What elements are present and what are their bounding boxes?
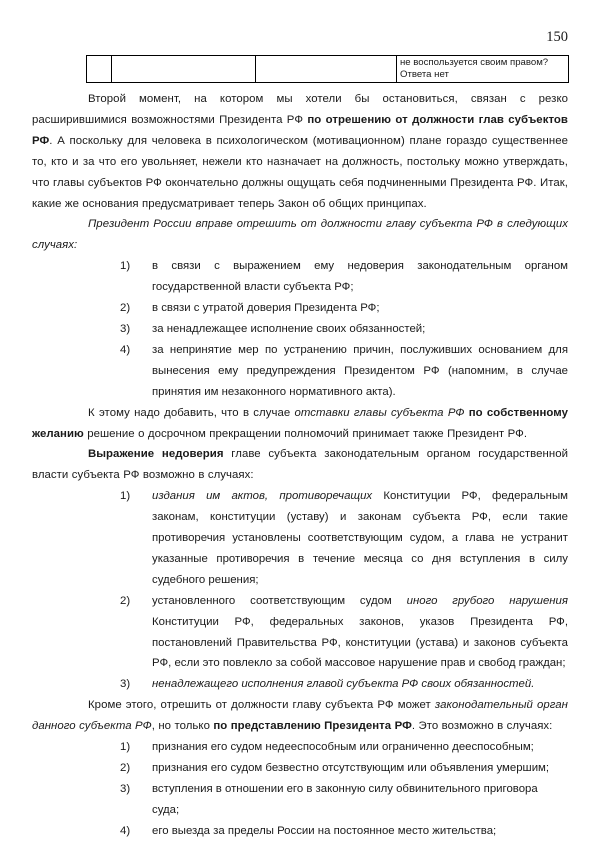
- list-item-text: за непринятие мер по устранению причин, послуживших основанием для вынесения ему предупреждения Президентом РФ (напомним, в случае принятия им незаконного нормативного акта).: [152, 343, 568, 398]
- paragraph-no-confidence: [32, 444, 568, 486]
- list-marker: 2): [120, 594, 131, 607]
- list-item-italic: ненадлежащего исполнения главой субъекта РФ своих обязанностей.: [152, 678, 535, 691]
- list-item: [120, 758, 568, 779]
- list-item-text: в связи с выражением ему недоверия законодательным органом государственной власти субъекта РФ;: [152, 260, 568, 294]
- list-item: [120, 298, 568, 319]
- page-number: 150: [546, 29, 568, 45]
- paragraph-president-right: [32, 214, 568, 256]
- list-item-italic: издания им актов, противоречащих: [152, 490, 373, 503]
- list-legislative-grounds: [32, 737, 568, 842]
- list-marker: 2): [120, 762, 131, 774]
- list-item: [120, 737, 568, 758]
- list-marker: 1): [120, 490, 131, 503]
- list-item-text: вступления в отношении его в законную силу обвинительного приговора суда;: [152, 782, 538, 816]
- para1-text-1: Второй момент, на котором мы хотели бы остановиться, связан с резко расширившимися возможностями Президента РФ: [32, 93, 568, 126]
- list-no-confidence-cases: [32, 486, 568, 695]
- para5-text-1: Кроме этого, отрешить от должности главу субъекта РФ может: [88, 699, 435, 712]
- para2-text-1: Президент России вправе отрешить от должности главу субъекта РФ в следующих случаях:: [32, 218, 568, 252]
- para1-bold-1: по отрешению от должности глав субъектов РФ: [32, 113, 568, 147]
- list-marker: 1): [120, 260, 131, 273]
- list-marker: 2): [120, 302, 131, 315]
- list-item-text: признания его судом недееспособным или ограниченно дееспособным;: [152, 741, 534, 754]
- para4-bold-1: Выражение недоверия: [88, 448, 224, 461]
- list-item-text: за ненадлежащее исполнение своих обязанностей;: [152, 322, 426, 335]
- list-item: [120, 674, 568, 695]
- continued-table-wrapper: [86, 55, 568, 83]
- list-item-text: Конституции РФ, федеральным законам, конституции (уставу) и законам субъекта РФ, если такие противоречия установлены соответствующим судом, а глава не устранит указанные противоречия в течение месяца со дня вступления в силу судебного решения;: [152, 490, 568, 586]
- table-cell-col1: [87, 56, 112, 83]
- para3-text-3: решение о досрочном прекращении полномочий принимает также Президент РФ.: [83, 427, 528, 440]
- list-item-text: в связи с утратой доверия Президента РФ;: [152, 302, 380, 315]
- para5-text-3: . Это возможно в случаях:: [411, 720, 553, 733]
- list-item: [120, 821, 568, 842]
- list-item-text-lead: установленного соответствующим судом: [152, 594, 407, 607]
- list-item: [120, 256, 568, 298]
- para1-text-2: . А поскольку для человека в психологическом (мотивационном) плане гораздо существеннее то, кто и за что его увольняет, нежели кто назначает на должность, постольку можно утверждать, что главы субъектов РФ окончательно должны ощущать себя подчиненными Президента РФ. Итак, какие же основания предусматривает теперь Закон об общих принципах.: [32, 134, 568, 210]
- list-marker: 3): [120, 322, 131, 335]
- table-row: [87, 56, 569, 83]
- para5-italic-1: законодательный орган данного субъекта РФ: [32, 699, 568, 733]
- para4-text-1: главе субъекта законодательным органом государственной власти субъекта РФ возможно в случаях:: [32, 448, 568, 482]
- page-content: [32, 89, 568, 842]
- list-item-text: его выезда за пределы России на постоянное место жительства;: [152, 824, 497, 837]
- list-item: [120, 319, 568, 340]
- para3-italic-1: отставки главы субъекта РФ: [294, 406, 465, 419]
- para5-text-2: , но только: [151, 720, 214, 733]
- list-marker: 1): [120, 741, 131, 754]
- list-marker: 3): [120, 782, 131, 795]
- list-marker: 3): [120, 678, 131, 691]
- list-marker: 4): [120, 343, 131, 356]
- paragraph-second-moment: [32, 89, 568, 214]
- list-item-text: признания его судом безвестно отсутствующим или объявления умершим;: [152, 762, 550, 774]
- para3-text-1: К этому надо добавить, что в случае: [88, 406, 295, 419]
- paragraph-resignation: [32, 403, 568, 445]
- list-item: [120, 486, 568, 591]
- para5-bold-1: по представлению Президента РФ: [213, 720, 412, 733]
- table-cell-col3: [256, 56, 397, 83]
- list-marker: 4): [120, 824, 131, 837]
- continued-table: [86, 55, 569, 83]
- list-item: [120, 779, 568, 821]
- table-cell-col2: [112, 56, 256, 83]
- list-item-italic: иного грубого нарушения: [406, 594, 568, 607]
- list-item: [120, 340, 568, 403]
- table-cell-col4: [397, 56, 569, 83]
- list-item-text: Конституции РФ, федеральных законов, указов Президента РФ, постановлений Правительства РФ, конституции (устава) и законов субъекта РФ, если это повлекло за собой массовое нарушение прав и свобод граждан;: [152, 615, 568, 670]
- paragraph-legislative-body: [32, 695, 568, 737]
- table-cell-col4-line2: Ответа нет: [400, 68, 449, 80]
- table-body: [87, 56, 569, 83]
- table-cell-col4-line1: не воспользуется своим правом?: [400, 57, 549, 68]
- list-grounds-for-dismissal: [32, 256, 568, 402]
- list-item: [120, 591, 568, 675]
- para3-bold-1: по собственному желанию: [32, 406, 568, 440]
